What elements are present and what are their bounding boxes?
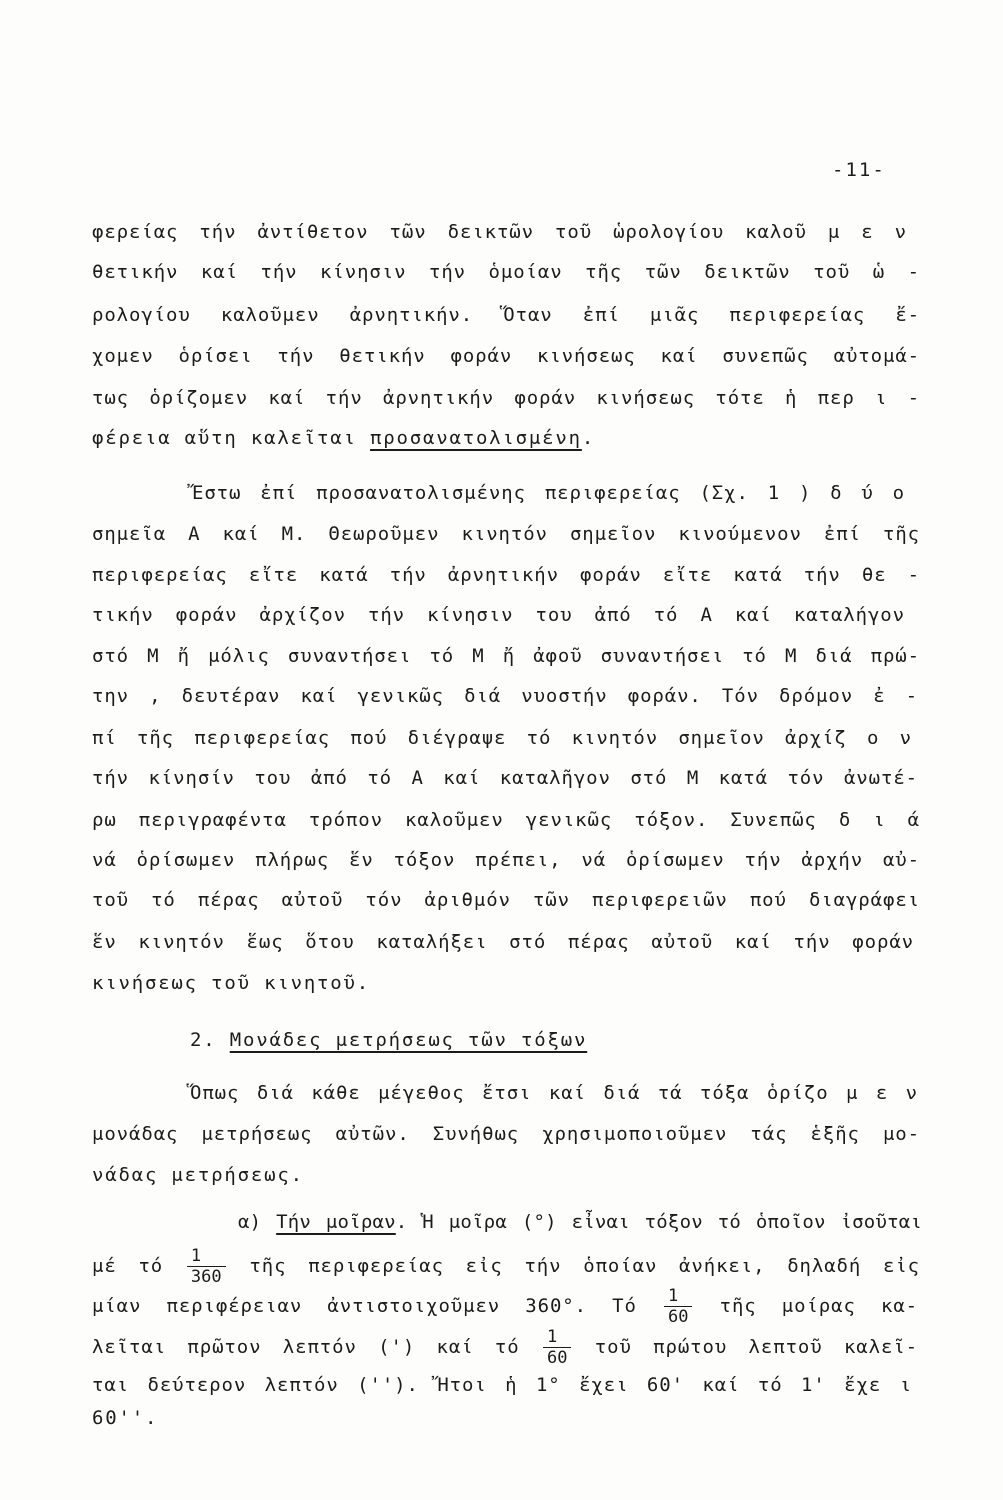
- fraction-denominator: 360: [190, 1267, 222, 1287]
- body-line: χομεν ὁρίσει τήν θετικήν φοράν κινήσεως καί συνεπῶς αὐτομά-: [92, 345, 920, 367]
- body-line: τήν κίνησίν του ἀπό τό Α καί καταλῆγον στό Μ κατά τόν ἀνωτέ-: [92, 767, 918, 789]
- fraction-numerator: 1: [543, 1328, 571, 1348]
- item-label: α): [238, 1211, 262, 1233]
- fraction-numerator: 1: [187, 1247, 226, 1267]
- body-line: στό Μ ἤ μόλις συναντήσει τό Μ ἤ ἀφοῦ συναντήσει τό Μ διά πρώ-: [92, 645, 920, 667]
- fraction-denominator: 60: [546, 1348, 568, 1368]
- line-text: .: [581, 427, 596, 449]
- fraction: [664, 1287, 692, 1326]
- body-line: σημεῖα Α καί Μ. Θεωροῦμεν κινητόν σημεῖον κινούμενον ἐπί τῆς: [92, 523, 920, 545]
- body-line: νάδας μετρήσεως.: [92, 1164, 304, 1186]
- body-line: ρολογίου καλοῦμεν ἀρνητικήν. Ὅταν ἐπί μιᾶς περιφερείας ἔ-: [92, 304, 920, 326]
- line-text: τῆς περιφερείας εἰς τήν ὁποίαν ἀνήκει, δηλαδή εἰς: [249, 1255, 921, 1277]
- body-line: [92, 1327, 918, 1368]
- line-text: τῆς μοίρας κα-: [719, 1295, 918, 1317]
- fraction-denominator: 60: [667, 1307, 689, 1327]
- line-text: μίαν περιφέρειαν ἀντιστοιχοῦμεν 360°. Τό: [92, 1295, 637, 1317]
- body-line: ται δεύτερον λεπτόν (''). Ἤτοι ἡ 1° ἔχει 60' καί τό 1' ἔχε ι: [92, 1374, 912, 1396]
- section-number: 2.: [190, 1029, 217, 1051]
- underlined-term: Τήν μοῖραν: [276, 1211, 396, 1233]
- section-title: Μονάδες μετρήσεως τῶν τόξων: [229, 1029, 588, 1051]
- body-line: περιφερείας εἴτε κατά τήν ἀρνητικήν φοράν εἴτε κατά τήν θε -: [92, 564, 920, 586]
- body-line: πί τῆς περιφερείας πού διέγραψε τό κινητόν σημεῖον ἀρχίζ ο ν: [92, 727, 912, 749]
- body-line: φερείας τήν ἀντίθετον τῶν δεικτῶν τοῦ ὡρολογίου καλοῦ μ ε ν: [92, 221, 907, 243]
- page-number: -11-: [832, 159, 886, 181]
- body-line: Ὅπως διά κάθε μέγεθος ἔτσι καί διά τά τόξα ὁρίζο μ ε ν: [190, 1082, 918, 1104]
- fraction: [543, 1328, 571, 1367]
- body-line: την , δευτέραν καί γενικῶς διά νυοστήν φοράν. Τόν δρόμον ἐ -: [92, 685, 918, 707]
- body-line: 60''.: [92, 1407, 159, 1429]
- body-line: νά ὁρίσωμεν πλήρως ἕν τόξον πρέπει, νά ὁρίσωμεν τήν ἀρχήν αὐ-: [92, 849, 920, 871]
- body-line: τικήν φοράν ἀρχίζον τήν κίνησιν του ἀπό τό Α καί καταλήγον: [92, 604, 905, 626]
- body-line: μονάδας μετρήσεως αὐτῶν. Συνήθως χρησιμοποιοῦμεν τάς ἑξῆς μο-: [92, 1123, 920, 1145]
- line-text: μέ τό: [92, 1255, 164, 1277]
- fraction: [187, 1247, 226, 1286]
- body-line: κινήσεως τοῦ κινητοῦ.: [92, 972, 371, 994]
- body-line: τοῦ τό πέρας αὐτοῦ τόν ἀριθμόν τῶν περιφερειῶν πού διαγράφει: [92, 889, 920, 911]
- body-line: τως ὁρίζομεν καί τήν ἀρνητικήν φοράν κινήσεως τότε ἡ περ ι -: [92, 387, 920, 409]
- body-line: [238, 1207, 922, 1237]
- line-text: τοῦ πρώτου λεπτοῦ καλεῖ-: [594, 1336, 918, 1358]
- body-line: [92, 1286, 918, 1327]
- body-line: θετικήν καί τήν κίνησιν τήν ὁμοίαν τῆς τῶν δεικτῶν τοῦ ὡ -: [92, 261, 920, 283]
- body-line: Ἔστω ἐπί προσανατολισμένης περιφερείας (Σχ. 1 ) δ ύ ο: [192, 482, 905, 504]
- body-line: ρω περιγραφέντα τρόπον καλοῦμεν γενικῶς τόξον. Συνεπῶς δ ι ά: [92, 809, 920, 831]
- fraction-numerator: 1: [664, 1287, 692, 1307]
- section-heading: [190, 1025, 587, 1055]
- body-line: [92, 1246, 921, 1287]
- line-text: λεῖται πρῶτον λεπτόν (') καί τό: [92, 1336, 520, 1358]
- underlined-term: προσανατολισμένη: [370, 427, 582, 449]
- body-line: ἕν κινητόν ἕως ὅτου καταλήξει στό πέρας αὐτοῦ καί τήν φοράν: [92, 931, 914, 953]
- line-text: φέρεια αὕτη καλεῖται: [92, 427, 357, 449]
- line-text: . Ἡ μοῖρα (°) εἶναι τόξον τό ὁποῖον ἰσοῦται: [395, 1211, 923, 1233]
- body-line: [92, 423, 595, 453]
